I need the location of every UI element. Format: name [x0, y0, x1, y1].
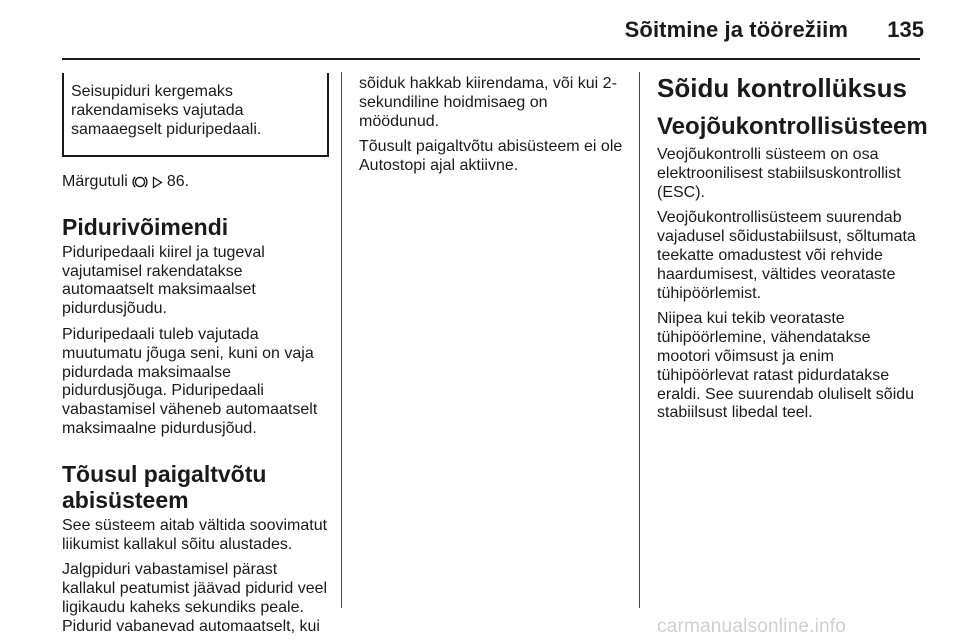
brake-assist-paragraph-1: Piduripedaali kiirel ja tugeval vajutamisel rakendatakse automaatselt maksimaalset pidurdusjõudu.	[62, 243, 265, 318]
page-number: 135	[887, 17, 924, 42]
col2-paragraph-1: sõiduk hakkab kiirendama, või kui 2- sekundiline hoidmisaeg on möödunud.	[359, 75, 617, 130]
column-3	[657, 73, 927, 430]
note-box	[62, 73, 329, 157]
section-heading-traction-control: Veojõukontrollisüsteem	[657, 113, 928, 140]
column-divider-2	[639, 72, 640, 608]
chapter-heading: Sõidu kontrollüksus	[657, 73, 907, 103]
brake-assist-paragraph-2: Piduripedaali tuleb vajutada muutumatu jõuga seni, kuni on vaja pidurdada maksimaalse pidurdusjõuga. Piduripedaali vabastamisel väheneb automaatselt maksimaalne pidurdusjõud.	[62, 325, 318, 437]
reference-prefix: Märgutuli	[62, 173, 128, 190]
watermark: carmanualsonline.info	[657, 616, 847, 637]
reference-line	[62, 173, 332, 192]
section-heading-brake-assist: Pidurivõimendi	[62, 213, 229, 240]
column-divider-1	[341, 72, 342, 608]
page-reference-icon	[152, 176, 163, 189]
hill-start-paragraph-2: Jalgpiduri vabastamisel pärast kallakul peatumist jäävad pidurid veel ligikaudu kaheks sekundiks peale. Pidurid vabanevad automaatselt, kui	[62, 561, 328, 635]
traction-paragraph-1: Veojõukontrolli süsteem on osa elektroonilisest stabiilsuskontrollist (ESC).	[657, 146, 901, 201]
col2-paragraph-2: Tõusult paigaltvõtu abisüsteem ei ole Autostopi ajal aktiivne.	[359, 138, 623, 175]
traction-paragraph-2: Veojõukontrollisüsteem suurendab vajadusel sõidustabiilsust, sõltumata teekatte omadustest või rehvide haardumisest, vältides veorataste tühipöörlemist.	[657, 209, 916, 302]
header-rule	[62, 58, 920, 60]
hill-start-paragraph-1: See süsteem aitab vältida soovimatut liikumist kallakul sõitu alustades.	[62, 516, 328, 553]
page-header-title: Sõitmine ja töörežiim	[624, 17, 848, 42]
column-2	[359, 75, 631, 183]
brake-warning-icon	[132, 174, 148, 190]
column-1	[62, 73, 332, 644]
reference-page: 86.	[166, 173, 190, 190]
traction-paragraph-3: Niipea kui tekib veorataste tühipöörlemine, vähendatakse mootori võimsust ja enim tühipöörlevat ratast pidurdatakse eraldi. See suurendab oluliselt sõidu stabiilsust libedal teel.	[657, 310, 915, 422]
note-text: Seisupiduri kergemaks rakendamiseks vajutada samaaegselt piduripedaali.	[71, 83, 262, 138]
section-heading-hill-start-assist: Tõusul paigaltvõtu abisüsteem	[62, 460, 267, 513]
